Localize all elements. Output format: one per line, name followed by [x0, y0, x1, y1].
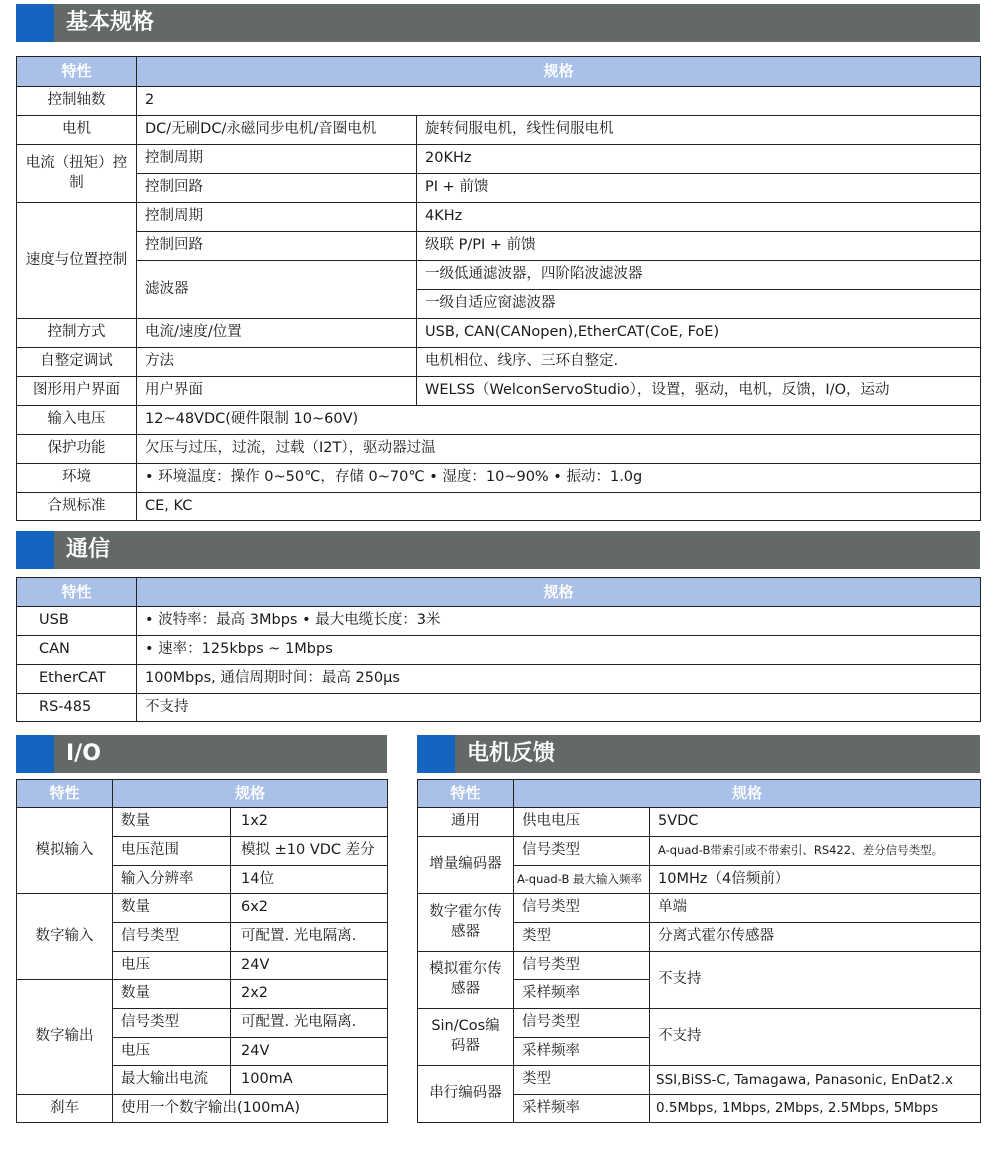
row-item: 采样频率 [514, 980, 650, 1009]
motor-feedback-table [417, 779, 981, 1123]
row-item: 数量 [113, 808, 231, 837]
row-value: 5VDC [650, 808, 981, 837]
row-item: 信号类型 [514, 837, 650, 866]
row-value: 20KHz [417, 145, 981, 174]
row-item: 控制周期 [137, 145, 417, 174]
row-value: 1x2 [231, 808, 388, 837]
row-value: A-quad-B带索引或不带索引、RS422、差分信号类型。 [650, 837, 981, 866]
row-value: 100Mbps, 通信周期时间：最高 250μs [137, 665, 981, 694]
row-item: 信号类型 [514, 1009, 650, 1038]
row-item: 采样频率 [514, 1038, 650, 1066]
row-item: 类型 [514, 1066, 650, 1095]
section-title: I/O [66, 741, 101, 766]
header-spec: 规格 [137, 57, 981, 87]
row-value: 6x2 [231, 894, 388, 923]
row-item: 供电电压 [514, 808, 650, 837]
row-value: • 环境温度：操作 0~50℃，存储 0~70℃ • 湿度：10~90% • 振动：1.0g [137, 464, 981, 493]
row-item: 滤波器 [137, 261, 417, 319]
row-item: 数量 [113, 894, 231, 923]
row-value: USB, CAN(CANopen),EtherCAT(CoE, FoE) [417, 319, 981, 348]
section-accent-block [417, 735, 455, 773]
row-label: CAN [17, 636, 137, 665]
header-spec: 规格 [137, 578, 981, 607]
row-item: 信号类型 [113, 923, 231, 952]
row-value: CE, KC [137, 493, 981, 521]
basic-spec-table [16, 56, 981, 521]
row-value: 24V [231, 952, 388, 980]
row-item: 控制周期 [137, 203, 417, 232]
header-spec: 规格 [113, 780, 388, 808]
section-accent-block [16, 4, 54, 42]
section-header-communication [16, 531, 980, 569]
row-label: 控制轴数 [17, 87, 137, 116]
header-feature: 特性 [17, 780, 113, 808]
row-value: WELSS（WelconServoStudio），设置，驱动，电机，反馈，I/O，运动 [417, 377, 981, 406]
row-item: 电流/速度/位置 [137, 319, 417, 348]
section-title: 基本规格 [66, 10, 155, 35]
row-value: 模拟 ±10 VDC 差分 [231, 837, 388, 866]
row-label: 电流（扭矩）控制 [17, 145, 137, 203]
row-value: 24V [231, 1038, 388, 1066]
row-value: 欠压与过压，过流，过载（I2T），驱动器过温 [137, 435, 981, 464]
io-table [16, 779, 388, 1123]
row-value: 12~48VDC(硬件限制 10~60V) [137, 406, 981, 435]
row-value: SSI,BiSS-C, Tamagawa, Panasonic, EnDat2.x [650, 1066, 981, 1095]
communication-table [16, 577, 981, 722]
row-label: 增量编码器 [418, 837, 514, 894]
row-item: 电压 [113, 1038, 231, 1066]
row-value: 2x2 [231, 980, 388, 1009]
section-title: 通信 [66, 537, 111, 562]
row-label: EtherCAT [17, 665, 137, 694]
row-value: • 波特率：最高 3Mbps • 最大电缆长度：3米 [137, 607, 981, 636]
row-label: 输入电压 [17, 406, 137, 435]
row-value: • 速率：125kbps ~ 1Mbps [137, 636, 981, 665]
row-label: 合规标准 [17, 493, 137, 521]
row-label: 保护功能 [17, 435, 137, 464]
row-item: 控制回路 [137, 232, 417, 261]
section-title: 电机反馈 [467, 741, 556, 766]
section-header-io [16, 735, 387, 773]
row-item: 类型 [514, 923, 650, 952]
row-value: 14位 [231, 866, 388, 894]
row-label: 通用 [418, 808, 514, 837]
row-item: 输入分辨率 [113, 866, 231, 894]
section-header-motor-feedback [417, 735, 980, 773]
row-value: 10MHz（4倍频前） [650, 866, 981, 894]
row-label: 图形用户界面 [17, 377, 137, 406]
row-value: 0.5Mbps, 1Mbps, 2Mbps, 2.5Mbps, 5Mbps [650, 1095, 981, 1123]
row-value: 不支持 [137, 694, 981, 722]
row-label: Sin/Cos编码器 [418, 1009, 514, 1066]
row-item: 电压范围 [113, 837, 231, 866]
row-item: 控制回路 [137, 174, 417, 203]
row-value: 一级低通滤波器，四阶陷波滤波器 [417, 261, 981, 290]
section-accent-block [16, 531, 54, 569]
row-value: 100mA [231, 1066, 388, 1095]
row-item: 采样频率 [514, 1095, 650, 1123]
row-value: 可配置. 光电隔离. [231, 923, 388, 952]
row-value: 单端 [650, 894, 981, 923]
row-label: 刹车 [17, 1095, 113, 1123]
row-value: 级联 P/PI + 前馈 [417, 232, 981, 261]
row-value: 使用一个数字输出(100mA) [113, 1095, 388, 1123]
header-feature: 特性 [17, 578, 137, 607]
row-label: 模拟霍尔传感器 [418, 952, 514, 1009]
row-item: 方法 [137, 348, 417, 377]
row-label: 数字霍尔传感器 [418, 894, 514, 952]
row-label: 速度与位置控制 [17, 203, 137, 319]
row-label: 自整定调试 [17, 348, 137, 377]
header-spec: 规格 [514, 780, 981, 808]
row-value: PI + 前馈 [417, 174, 981, 203]
row-item: 电压 [113, 952, 231, 980]
row-item: 用户界面 [137, 377, 417, 406]
section-accent-block [16, 735, 54, 773]
section-header-basic-spec [16, 4, 980, 42]
row-item: 信号类型 [514, 894, 650, 923]
row-item: 最大输出电流 [113, 1066, 231, 1095]
row-value: 不支持 [650, 1009, 981, 1066]
row-value: 可配置. 光电隔离. [231, 1009, 388, 1038]
row-value: 不支持 [650, 952, 981, 1009]
row-label: 串行编码器 [418, 1066, 514, 1123]
row-label: 数字输出 [17, 980, 113, 1095]
row-value: 旋转伺服电机，线性伺服电机 [417, 116, 981, 145]
row-label: 电机 [17, 116, 137, 145]
row-value: 一级自适应窗滤波器 [417, 290, 981, 319]
row-label: USB [17, 607, 137, 636]
row-item: 数量 [113, 980, 231, 1009]
row-value: 电机相位、线序、三环自整定. [417, 348, 981, 377]
header-feature: 特性 [418, 780, 514, 808]
row-value: 2 [137, 87, 981, 116]
row-label: 模拟输入 [17, 808, 113, 894]
row-value: 4KHz [417, 203, 981, 232]
row-label: 数字输入 [17, 894, 113, 980]
header-feature: 特性 [17, 57, 137, 87]
row-label: 控制方式 [17, 319, 137, 348]
row-value: DC/无刷DC/永磁同步电机/音圈电机 [137, 116, 417, 145]
row-value: 分离式霍尔传感器 [650, 923, 981, 952]
row-label: 环境 [17, 464, 137, 493]
row-item: 信号类型 [113, 1009, 231, 1038]
row-label: RS-485 [17, 694, 137, 722]
row-item: A-quad-B 最大输入频率 [514, 866, 650, 894]
row-item: 信号类型 [514, 952, 650, 980]
